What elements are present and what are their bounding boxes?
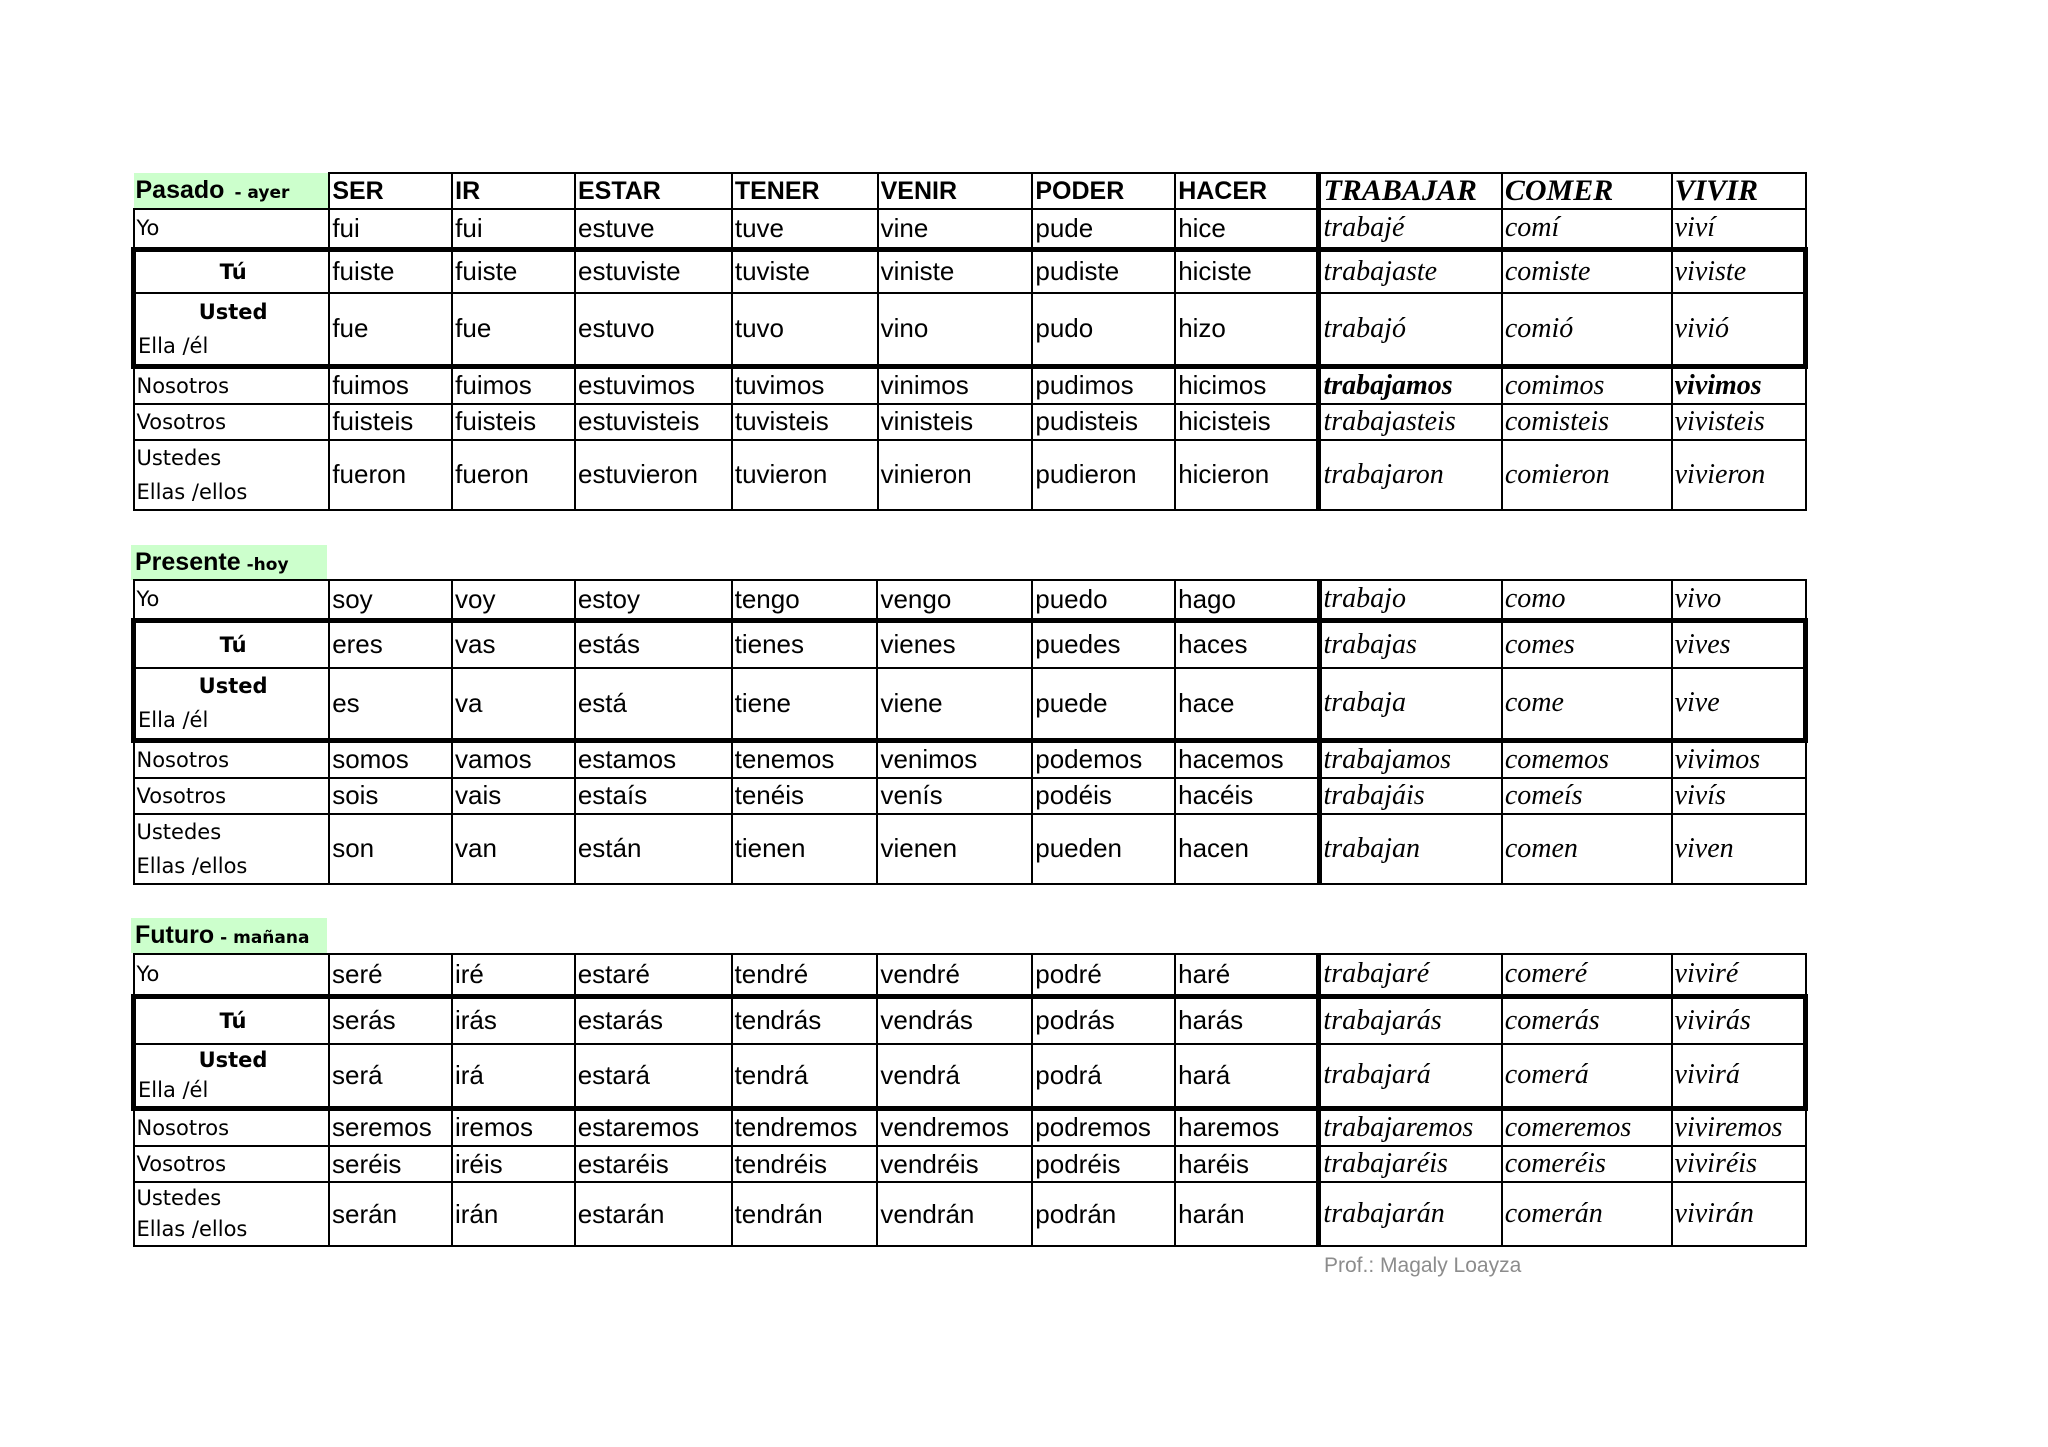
verb-header: VENIR [878,173,1033,209]
conjugation-cell: estás [575,620,732,668]
conjugation-cell: estuvimos [575,366,732,404]
conjugation-cell: hacéis [1175,778,1319,814]
conjugation-cell: tendrá [732,1044,878,1108]
conjugation-cell: hacemos [1175,740,1319,778]
regular-conjugation-cell: comen [1502,814,1672,884]
conjugation-cell: estuvisteis [575,404,732,440]
conjugation-cell: tienes [732,620,878,668]
pronoun-ellas-ellos: Ellas /ellos [136,853,248,878]
pronoun-ella-el: Ella /él [138,708,209,733]
conjugation-cell: podré [1032,954,1175,996]
conjugation-cell: serán [329,1182,452,1246]
row-vosotros [134,778,1806,814]
row-vosotros [134,404,1806,440]
conjugation-cell: vamos [452,740,575,778]
conjugation-cell: pudieron [1032,440,1175,510]
pronoun-label: Tú [134,620,330,668]
pronoun-label: Nosotros [134,740,330,778]
conjugation-cell: estarán [575,1182,732,1246]
regular-conjugation-cell: vivís [1672,778,1806,814]
conjugation-cell: seréis [329,1146,452,1182]
row-yo [134,209,1806,249]
verb-header: IR [452,173,575,209]
conjugation-cell: hice [1175,209,1319,249]
row-ustedes [134,440,1806,510]
conjugation-cell: podemos [1032,740,1175,778]
conjugation-cell: irán [452,1182,575,1246]
regular-conjugation-cell: comes [1502,620,1672,668]
table-futuro [131,953,1808,1247]
conjugation-cell: estoy [575,580,732,620]
verb-header: SER [329,173,452,209]
conjugation-cell: voy [452,580,575,620]
header-row [134,173,1806,209]
pronoun-usted: Usted [198,674,268,699]
conjugation-cell: tenemos [732,740,878,778]
conjugation-cell: tendrán [732,1182,878,1246]
conjugation-cell: venimos [877,740,1032,778]
pronoun-ellas-ellos: Ellas /ellos [136,1217,248,1241]
row-tu [134,620,1806,668]
pronoun-label: Vosotros [134,778,330,814]
conjugation-cell: puedes [1032,620,1175,668]
regular-conjugation-cell: come [1502,668,1672,740]
conjugation-cell: irá [452,1044,575,1108]
conjugation-cell: haréis [1175,1146,1319,1182]
pronoun-label: Tú [134,249,330,293]
conjugation-cell: vendréis [877,1146,1032,1182]
conjugation-cell: están [575,814,732,884]
table-presente [131,579,1808,885]
conjugation-cell: pudiste [1032,249,1175,293]
pronoun-label [134,1182,330,1246]
row-usted [134,1044,1806,1108]
regular-conjugation-cell: comió [1502,293,1672,366]
regular-conjugation-cell: trabajé [1319,209,1502,249]
conjugation-cell: estaré [575,954,732,996]
conjugation-cell: haces [1175,620,1319,668]
pronoun-label: Yo [134,209,330,249]
pronoun-ustedes: Ustedes [136,1186,222,1210]
conjugation-cell: hará [1175,1044,1319,1108]
conjugation-cell: venís [877,778,1032,814]
conjugation-cell: hiciste [1175,249,1319,293]
conjugation-cell: tuvimos [732,366,878,404]
pronoun-label: Nosotros [134,1108,330,1146]
conjugation-cell: tendremos [732,1108,878,1146]
verb-header: HACER [1175,173,1319,209]
pronoun-ustedes: Ustedes [136,445,222,470]
regular-conjugation-cell: viví [1672,209,1806,249]
regular-conjugation-cell: vivió [1672,293,1806,366]
pronoun-label: Vosotros [134,404,330,440]
conjugation-cell: vinisteis [878,404,1033,440]
conjugation-cell: somos [329,740,452,778]
regular-conjugation-cell: trabajaste [1319,249,1502,293]
conjugation-cell: vino [878,293,1033,366]
conjugation-cell: harán [1175,1182,1319,1246]
regular-conjugation-cell: vivieron [1672,440,1806,510]
conjugation-cell: vienes [877,620,1032,668]
conjugation-cell: tendrás [732,996,878,1044]
pronoun-usted: Usted [198,1048,268,1073]
conjugation-cell: hago [1175,580,1319,620]
conjugation-cell: estaremos [575,1108,732,1146]
pronoun-label: Tú [134,996,330,1044]
regular-conjugation-cell: trabajará [1319,1044,1502,1108]
section-label: Pasado - ayer [134,173,330,209]
conjugation-cell: puedo [1032,580,1175,620]
conjugation-cell: tengo [732,580,878,620]
pronoun-label [134,440,330,510]
section-label: Futuro - mañana [131,918,327,953]
regular-conjugation-cell: comemos [1502,740,1672,778]
regular-conjugation-cell: trabajo [1319,580,1502,620]
row-ustedes [134,1182,1806,1246]
conjugation-cell: fui [329,209,452,249]
conjugation-cell: vendré [877,954,1032,996]
conjugation-cell: podrán [1032,1182,1175,1246]
conjugation-cell: vendrán [877,1182,1032,1246]
regular-verb-header: VIVIR [1672,173,1806,209]
regular-conjugation-cell: vivirás [1672,996,1806,1044]
regular-conjugation-cell: vivirá [1672,1044,1806,1108]
regular-conjugation-cell: comiste [1502,249,1672,293]
regular-conjugation-cell: comí [1502,209,1672,249]
regular-conjugation-cell: comeremos [1502,1108,1672,1146]
regular-conjugation-cell: comerá [1502,1044,1672,1108]
conjugation-cell: iremos [452,1108,575,1146]
conjugation-cell: vais [452,778,575,814]
conjugation-cell: pudisteis [1032,404,1175,440]
regular-conjugation-cell: viviréis [1672,1146,1806,1182]
conjugation-cell: tendré [732,954,878,996]
conjugation-cell: seré [329,954,452,996]
regular-conjugation-cell: trabajamos [1319,366,1502,404]
regular-conjugation-cell: trabajaréis [1319,1146,1502,1182]
regular-conjugation-cell: trabajaremos [1319,1108,1502,1146]
verb-header: TENER [732,173,878,209]
conjugation-cell: fuiste [329,249,452,293]
regular-conjugation-cell: trabajarán [1319,1182,1502,1246]
conjugation-cell: hicieron [1175,440,1319,510]
conjugation-cell: harás [1175,996,1319,1044]
conjugation-cell: tienen [732,814,878,884]
regular-conjugation-cell: trabajáis [1319,778,1502,814]
conjugation-cell: seremos [329,1108,452,1146]
conjugation-cell: vengo [877,580,1032,620]
conjugation-cell: tuvieron [732,440,878,510]
conjugation-cell: fuisteis [329,404,452,440]
regular-conjugation-cell: comerán [1502,1182,1672,1246]
conjugation-cell: hicimos [1175,366,1319,404]
conjugation-cell: irás [452,996,575,1044]
conjugation-cell: hicisteis [1175,404,1319,440]
regular-conjugation-cell: trabaja [1319,668,1502,740]
conjugation-cell: hacen [1175,814,1319,884]
conjugation-cell: sois [329,778,452,814]
conjugation-cell: haré [1175,954,1319,996]
regular-verb-header: COMER [1502,173,1672,209]
pronoun-ustedes: Ustedes [136,819,222,844]
conjugation-cell: viene [877,668,1032,740]
conjugation-cell: puede [1032,668,1175,740]
regular-conjugation-cell: trabajaré [1319,954,1502,996]
row-vosotros [134,1146,1806,1182]
row-nosotros [134,740,1806,778]
row-nosotros [134,366,1806,404]
regular-conjugation-cell: trabajas [1319,620,1502,668]
conjugation-cell: fuisteis [452,404,575,440]
conjugation-cell: iréis [452,1146,575,1182]
conjugation-cell: fue [329,293,452,366]
pronoun-ella-el: Ella /él [138,1078,209,1103]
pronoun-label [134,668,330,740]
conjugation-cell: vinimos [878,366,1033,404]
conjugation-cell: vendrá [877,1044,1032,1108]
conjugation-cell: será [329,1044,452,1108]
conjugation-cell: pudimos [1032,366,1175,404]
conjugation-cell: tuvo [732,293,878,366]
regular-conjugation-cell: comisteis [1502,404,1672,440]
verb-header: ESTAR [575,173,732,209]
conjugation-cell: vendrás [877,996,1032,1044]
conjugation-cell: fuimos [329,366,452,404]
conjugation-cell: fui [452,209,575,249]
pronoun-label: Vosotros [134,1146,330,1182]
regular-conjugation-cell: vivirán [1672,1182,1806,1246]
conjugation-cell: van [452,814,575,884]
conjugation-cell: estaréis [575,1146,732,1182]
conjugation-cell: estuviste [575,249,732,293]
regular-conjugation-cell: comeré [1502,954,1672,996]
regular-conjugation-cell: comieron [1502,440,1672,510]
row-nosotros [134,1108,1806,1146]
conjugation-cell: pudo [1032,293,1175,366]
conjugation-cell: estuvieron [575,440,732,510]
regular-conjugation-cell: vives [1672,620,1806,668]
regular-conjugation-cell: trabajarás [1319,996,1502,1044]
conjugation-cell: podremos [1032,1108,1175,1146]
conjugation-cell: vienen [877,814,1032,884]
conjugation-cell: podéis [1032,778,1175,814]
conjugation-cell: haremos [1175,1108,1319,1146]
regular-conjugation-cell: comeís [1502,778,1672,814]
conjugation-cell: vinieron [878,440,1033,510]
pronoun-label [134,293,330,366]
regular-conjugation-cell: vivimos [1672,740,1806,778]
regular-conjugation-cell: viven [1672,814,1806,884]
conjugation-cell: iré [452,954,575,996]
regular-conjugation-cell: trabajamos [1319,740,1502,778]
conjugation-cell: vas [452,620,575,668]
conjugation-cell: tuve [732,209,878,249]
conjugation-cell: vendremos [877,1108,1032,1146]
conjugation-cell: viniste [878,249,1033,293]
conjugation-cell: fuimos [452,366,575,404]
row-tu [134,996,1806,1044]
regular-conjugation-cell: comeréis [1502,1146,1672,1182]
conjugation-cell: estaís [575,778,732,814]
conjugation-cell: hizo [1175,293,1319,366]
regular-conjugation-cell: trabajó [1319,293,1502,366]
conjugation-cell: estamos [575,740,732,778]
regular-conjugation-cell: vivimos [1672,366,1806,404]
row-usted [134,293,1806,366]
regular-conjugation-cell: trabajan [1319,814,1502,884]
conjugation-cell: hace [1175,668,1319,740]
author-footer: Prof.: Magaly Loayza [1324,1254,1522,1277]
regular-conjugation-cell: comerás [1502,996,1672,1044]
conjugation-cell: es [329,668,452,740]
conjugation-cell: eres [329,620,452,668]
row-yo [134,580,1806,620]
pronoun-ellas-ellos: Ellas /ellos [136,479,248,504]
regular-conjugation-cell: vivo [1672,580,1806,620]
conjugation-cell: va [452,668,575,740]
conjugation-cell: tiene [732,668,878,740]
conjugation-cell: estuvo [575,293,732,366]
conjugation-cell: serás [329,996,452,1044]
conjugation-cell: podréis [1032,1146,1175,1182]
pronoun-label: Yo [134,580,330,620]
pronoun-ella-el: Ella /él [138,333,209,358]
regular-conjugation-cell: viviremos [1672,1108,1806,1146]
row-tu [134,249,1806,293]
conjugation-cell: soy [329,580,452,620]
conjugation-cell: tendréis [732,1146,878,1182]
conjugation-cell: fueron [329,440,452,510]
regular-verb-header: TRABAJAR [1319,173,1502,209]
conjugation-cell: tenéis [732,778,878,814]
section-label: Presente -hoy [131,545,327,580]
regular-conjugation-cell: vivisteis [1672,404,1806,440]
regular-conjugation-cell: trabajasteis [1319,404,1502,440]
row-yo [134,954,1806,996]
regular-conjugation-cell: vive [1672,668,1806,740]
table-pasado [131,172,1808,511]
verb-header: PODER [1032,173,1175,209]
regular-conjugation-cell: trabajaron [1319,440,1502,510]
row-usted [134,668,1806,740]
conjugation-cell: pueden [1032,814,1175,884]
conjugation-cell: estuve [575,209,732,249]
conjugation-cell: podrás [1032,996,1175,1044]
regular-conjugation-cell: como [1502,580,1672,620]
conjugation-cell: podrá [1032,1044,1175,1108]
conjugation-cell: fue [452,293,575,366]
conjugation-cell: fueron [452,440,575,510]
conjugation-cell: vine [878,209,1033,249]
conjugation-cell: fuiste [452,249,575,293]
pronoun-label: Nosotros [134,366,330,404]
conjugation-cell: son [329,814,452,884]
conjugation-cell: tuvisteis [732,404,878,440]
conjugation-cell: estará [575,1044,732,1108]
pronoun-label [134,814,330,884]
conjugation-cell: pude [1032,209,1175,249]
regular-conjugation-cell: comimos [1502,366,1672,404]
row-ustedes [134,814,1806,884]
pronoun-label: Yo [134,954,330,996]
regular-conjugation-cell: viviste [1672,249,1806,293]
pronoun-usted: Usted [198,299,268,324]
conjugation-cell: estarás [575,996,732,1044]
regular-conjugation-cell: viviré [1672,954,1806,996]
pronoun-label [134,1044,330,1108]
conjugation-cell: está [575,668,732,740]
conjugation-cell: tuviste [732,249,878,293]
